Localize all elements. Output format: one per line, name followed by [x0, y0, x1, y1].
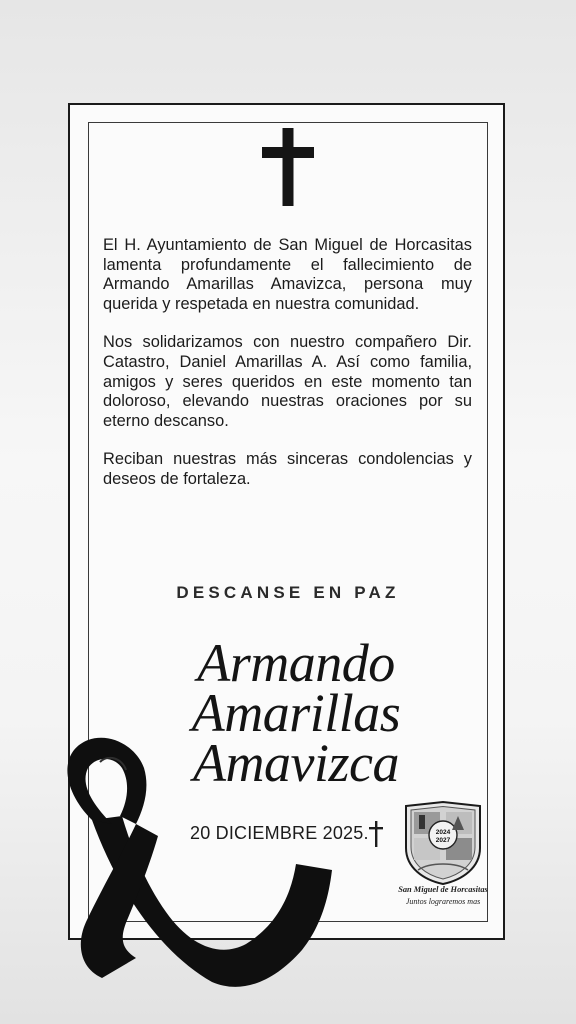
- latin-cross-icon: [368, 821, 384, 847]
- paragraph-3: Reciban nuestras más sinceras condolencias y deseos de fortaleza.: [103, 450, 472, 488]
- municipal-shield-logo: [402, 800, 484, 886]
- paragraph-1: El H. Ayuntamiento de San Miguel de Horcasitas lamenta profundamente el fallecimiento de Armando Amarillas Amavizca, persona muy querida y respetada en nuestra comunidad.: [103, 236, 472, 313]
- rip-heading: DESCANSE EN PAZ: [176, 583, 400, 602]
- deceased-name-line-2: Amarillas: [191, 683, 401, 743]
- date-text: 20 DICIEMBRE 2025.: [190, 823, 369, 843]
- condolence-text: [103, 236, 472, 509]
- svg-text:2024: 2024: [435, 829, 451, 836]
- logo-caption-slogan: Juntos lograremos mas: [405, 897, 481, 906]
- paragraph-2: Nos solidarizamos con nuestro compañero Dir. Catastro, Daniel Amarillas A. Así como familia, amigos y seres queridos en este momento tan doloroso, elevando nuestras oraciones por su eterno descanso.: [103, 333, 472, 430]
- mourning-ribbon-icon: [40, 732, 340, 994]
- latin-cross-icon: [262, 128, 314, 206]
- svg-text:2027: 2027: [435, 837, 451, 844]
- logo-caption-municipality: San Miguel de Horcasitas: [398, 885, 488, 894]
- deceased-name-line-3: Amavizca: [193, 733, 399, 793]
- deceased-name-line-1: Armando: [197, 633, 395, 693]
